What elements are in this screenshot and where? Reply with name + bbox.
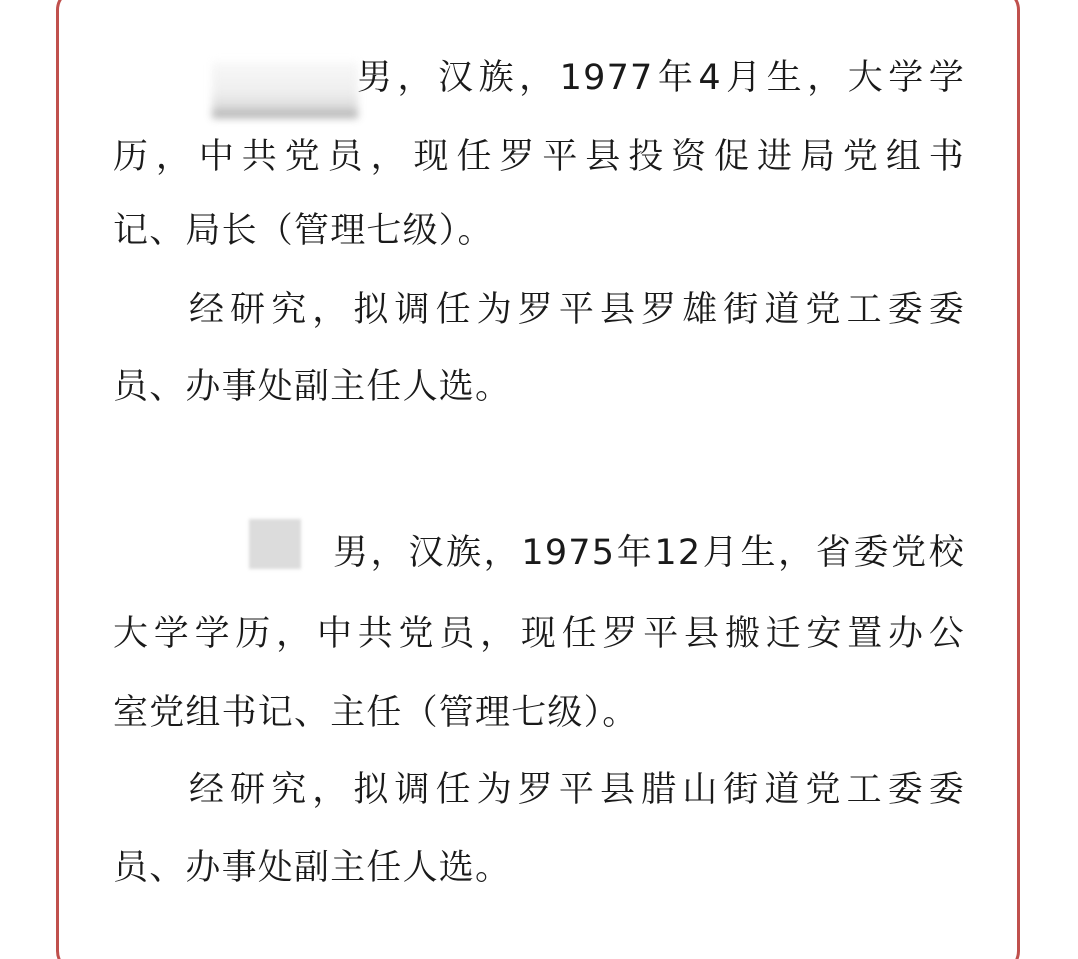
entry-1-decision-line-1: 经研究，拟调任为罗平县罗雄街道党工委委	[189, 290, 965, 330]
entry-1-line-1: 男，汉族，1977年4月生，大学学	[357, 58, 965, 98]
entry-1-line-3: 记、局长（管理七级）。	[113, 211, 494, 251]
entry-1-line-2: 历，中共党员，现任罗平县投资促进局党组书	[113, 137, 965, 177]
entry-1-decision-line-2: 员、办事处副主任人选。	[113, 367, 512, 407]
entry-2-decision-line-1: 经研究，拟调任为罗平县腊山街道党工委委	[189, 770, 965, 810]
entry-2-line-1: 男，汉族，1975年12月生，省委党校	[333, 533, 965, 573]
entry-2-line-3: 室党组书记、主任（管理七级）。	[113, 693, 639, 733]
redacted-name-2	[249, 519, 301, 569]
entry-2-line-2: 大学学历，中共党员，现任罗平县搬迁安置办公	[113, 614, 965, 654]
redacted-name-1	[212, 62, 358, 118]
entry-2-decision-line-2: 员、办事处副主任人选。	[113, 848, 512, 888]
